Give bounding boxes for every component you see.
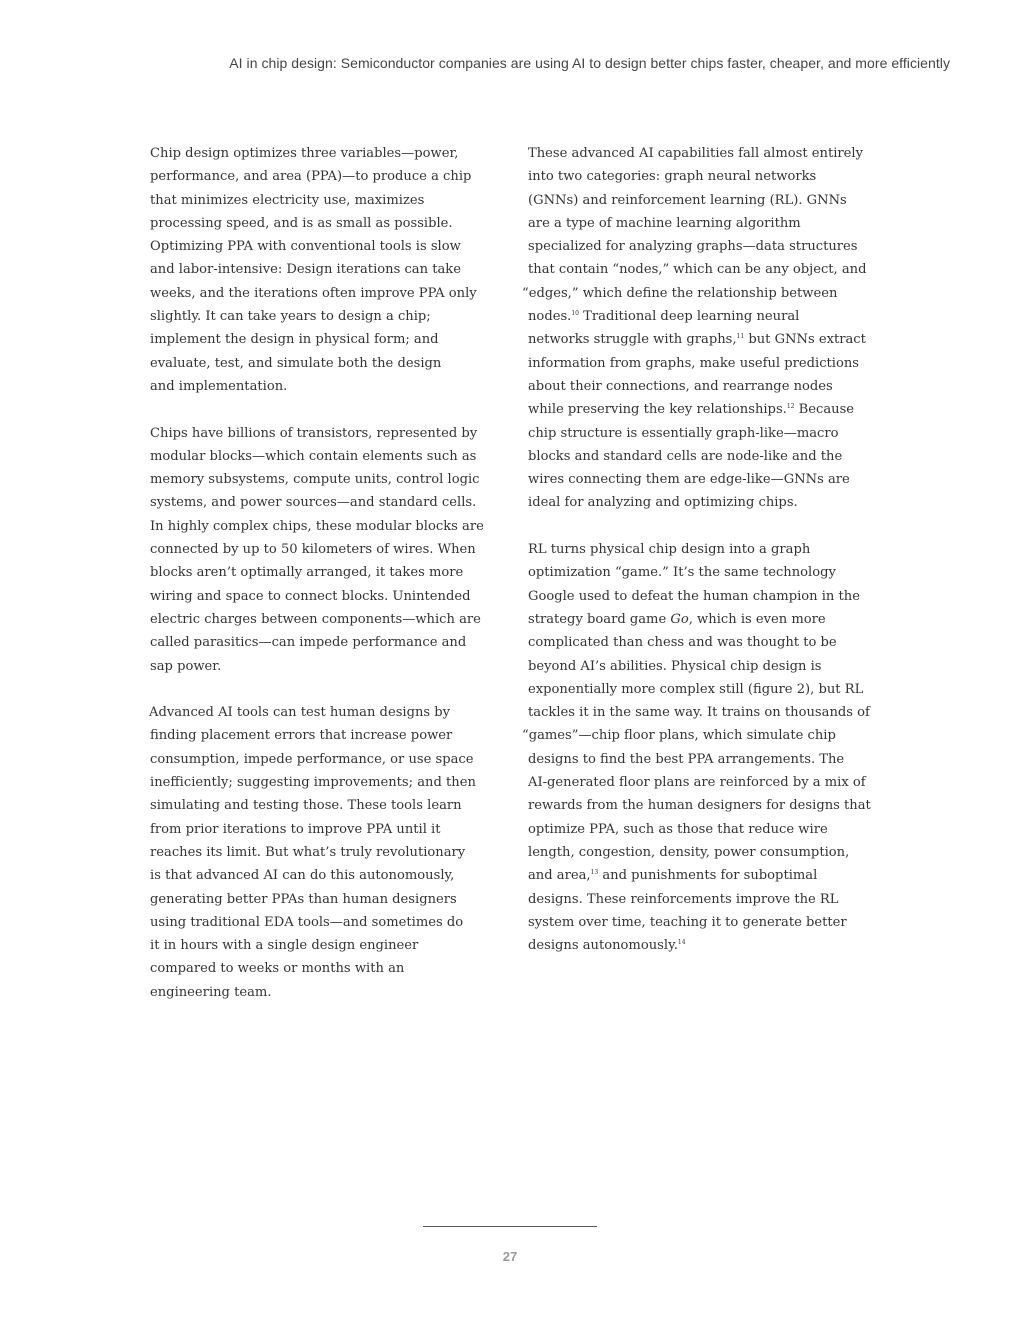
text-line: sap power.: [150, 658, 222, 674]
page-number: 27: [502, 1249, 518, 1264]
footnote-ref: 12: [786, 403, 795, 411]
text-run: while preserving the key relationships.: [528, 402, 787, 418]
text-line: complicated than chess and was thought to be: [528, 635, 837, 651]
text-line: consumption, impede performance, or use space: [150, 751, 474, 767]
text-line: Optimizing PPA with conventional tools is slow: [150, 239, 461, 255]
paragraph-ppa: [150, 142, 502, 398]
text-run: but GNNs extract: [744, 332, 866, 348]
text-line: compared to weeks or months with an: [150, 961, 405, 977]
text-line: is that advanced AI can do this autonomously,: [150, 868, 455, 884]
text-line: [528, 608, 880, 631]
paragraph-advanced-ai-tools: [150, 701, 502, 1004]
text-line: AI-generated floor plans are reinforced by a mix of: [528, 775, 866, 791]
footnote-ref: 11: [736, 333, 745, 341]
text-line: chip structure is essentially graph-like—macro: [528, 425, 839, 441]
text-line: [528, 864, 880, 887]
text-line: In highly complex chips, these modular blocks are: [150, 518, 484, 534]
text-line: finding placement errors that increase power: [150, 728, 453, 744]
text-line: and labor-intensive: Design iterations can take: [150, 262, 461, 278]
text-line: beyond AI’s abilities. Physical chip design is: [528, 658, 822, 674]
text-line: (GNNs) and reinforcement learning (RL). GNNs: [528, 192, 847, 208]
text-line: blocks and standard cells are node-like and the: [528, 448, 843, 464]
text-line: “edges,” which define the relationship between: [522, 285, 838, 301]
paragraph-transistors: [150, 422, 502, 678]
text-run: and punishments for suboptimal: [598, 868, 818, 884]
text-line: using traditional EDA tools—and sometimes do: [150, 914, 464, 930]
text-line: that minimizes electricity use, maximizes: [150, 192, 425, 208]
footnote-ref: 14: [677, 939, 686, 947]
text-line: slightly. It can take years to design a chip;: [150, 309, 431, 325]
text-line: [528, 934, 880, 957]
text-line: [528, 305, 880, 328]
text-line: These advanced AI capabilities fall almost entirely: [528, 146, 863, 161]
text-line: connected by up to 50 kilometers of wires. When: [150, 542, 476, 558]
text-line: exponentially more complex still (figure 2), but RL: [528, 681, 864, 697]
text-line: information from graphs, make useful predictions: [528, 355, 860, 371]
text-line: called parasitics—can impede performance and: [150, 635, 467, 651]
text-line: memory subsystems, compute units, control logic: [150, 472, 480, 488]
text-line: Google used to defeat the human champion in the: [528, 588, 860, 604]
text-line: optimization “game.” It’s the same technology: [528, 565, 836, 581]
text-line: simulating and testing those. These tools learn: [150, 798, 462, 814]
text-run: Because: [794, 402, 855, 418]
paragraph-rl-game: [522, 538, 880, 957]
game-name-go: Go: [670, 611, 689, 627]
text-line: it in hours with a single design engineer: [150, 938, 419, 954]
text-line: [528, 328, 880, 351]
footnote-ref: 13: [590, 869, 599, 877]
text-line: processing speed, and is as small as possible.: [150, 215, 453, 231]
text-line: into two categories: graph neural networks: [528, 169, 817, 185]
right-column: [522, 142, 880, 981]
text-line: about their connections, and rearrange nodes: [528, 378, 833, 394]
text-line: rewards from the human designers for designs that: [528, 798, 871, 814]
text-line: implement the design in physical form; and: [150, 332, 439, 348]
text-line: and implementation.: [150, 378, 288, 394]
text-line: blocks aren’t optimally arranged, it takes more: [150, 565, 464, 581]
text-run: , which is even more: [688, 611, 826, 627]
text-line: weeks, and the iterations often improve PPA only: [150, 285, 477, 301]
text-line: from prior iterations to improve PPA until it: [150, 821, 441, 837]
text-line: evaluate, test, and simulate both the design: [150, 355, 442, 371]
text-line: generating better PPAs than human designers: [150, 891, 457, 907]
left-column: [150, 142, 502, 1027]
text-run: nodes.: [528, 309, 572, 325]
text-run: designs autonomously.: [528, 938, 678, 954]
text-line: Chip design optimizes three variables—power,: [150, 146, 459, 161]
text-line: modular blocks—which contain elements such as: [150, 448, 477, 464]
footer-divider: [423, 1226, 597, 1227]
text-line: RL turns physical chip design into a graph: [528, 542, 811, 558]
text-run: and area,: [528, 868, 591, 884]
text-line: inefficiently; suggesting improvements; and then: [150, 775, 476, 791]
text-line: tackles it in the same way. It trains on thousands of: [528, 705, 870, 721]
text-line: length, congestion, density, power consumption,: [528, 844, 850, 860]
running-header-title: AI in chip design: Semiconductor companies are using AI to design better chips faster, cheaper, and more efficiently: [229, 55, 950, 71]
text-line: optimize PPA, such as those that reduce wire: [528, 821, 828, 837]
text-line: ideal for analyzing and optimizing chips.: [528, 495, 798, 511]
text-line: designs to find the best PPA arrangements. The: [528, 751, 845, 767]
text-line: performance, and area (PPA)—to produce a chip: [150, 169, 472, 185]
text-run: networks struggle with graphs,: [528, 332, 737, 348]
text-line: “games”—chip floor plans, which simulate chip: [522, 728, 836, 744]
text-run: Traditional deep learning neural: [578, 309, 800, 325]
text-line: wires connecting them are edge-like—GNNs are: [528, 472, 850, 488]
text-line: Chips have billions of transistors, represented by: [150, 425, 478, 441]
text-line: Advanced AI tools can test human designs by: [149, 705, 451, 721]
text-line: specialized for analyzing graphs—data structures: [528, 239, 858, 255]
text-line: wiring and space to connect blocks. Unintended: [150, 588, 471, 604]
footnote-ref: 10: [571, 310, 579, 318]
paragraph-gnn-rl: [522, 142, 880, 515]
text-run: strategy board game: [528, 611, 671, 627]
text-line: [528, 398, 880, 421]
text-line: are a type of machine learning algorithm: [528, 215, 801, 231]
text-line: engineering team.: [150, 984, 272, 1000]
text-line: system over time, teaching it to generate better: [528, 914, 847, 930]
text-line: reaches its limit. But what’s truly revolutionary: [150, 844, 466, 860]
text-line: designs. These reinforcements improve the RL: [528, 891, 839, 907]
text-line: systems, and power sources—and standard cells.: [150, 495, 477, 511]
text-line: electric charges between components—which are: [150, 611, 481, 627]
text-line: that contain “nodes,” which can be any object, and: [528, 262, 867, 278]
